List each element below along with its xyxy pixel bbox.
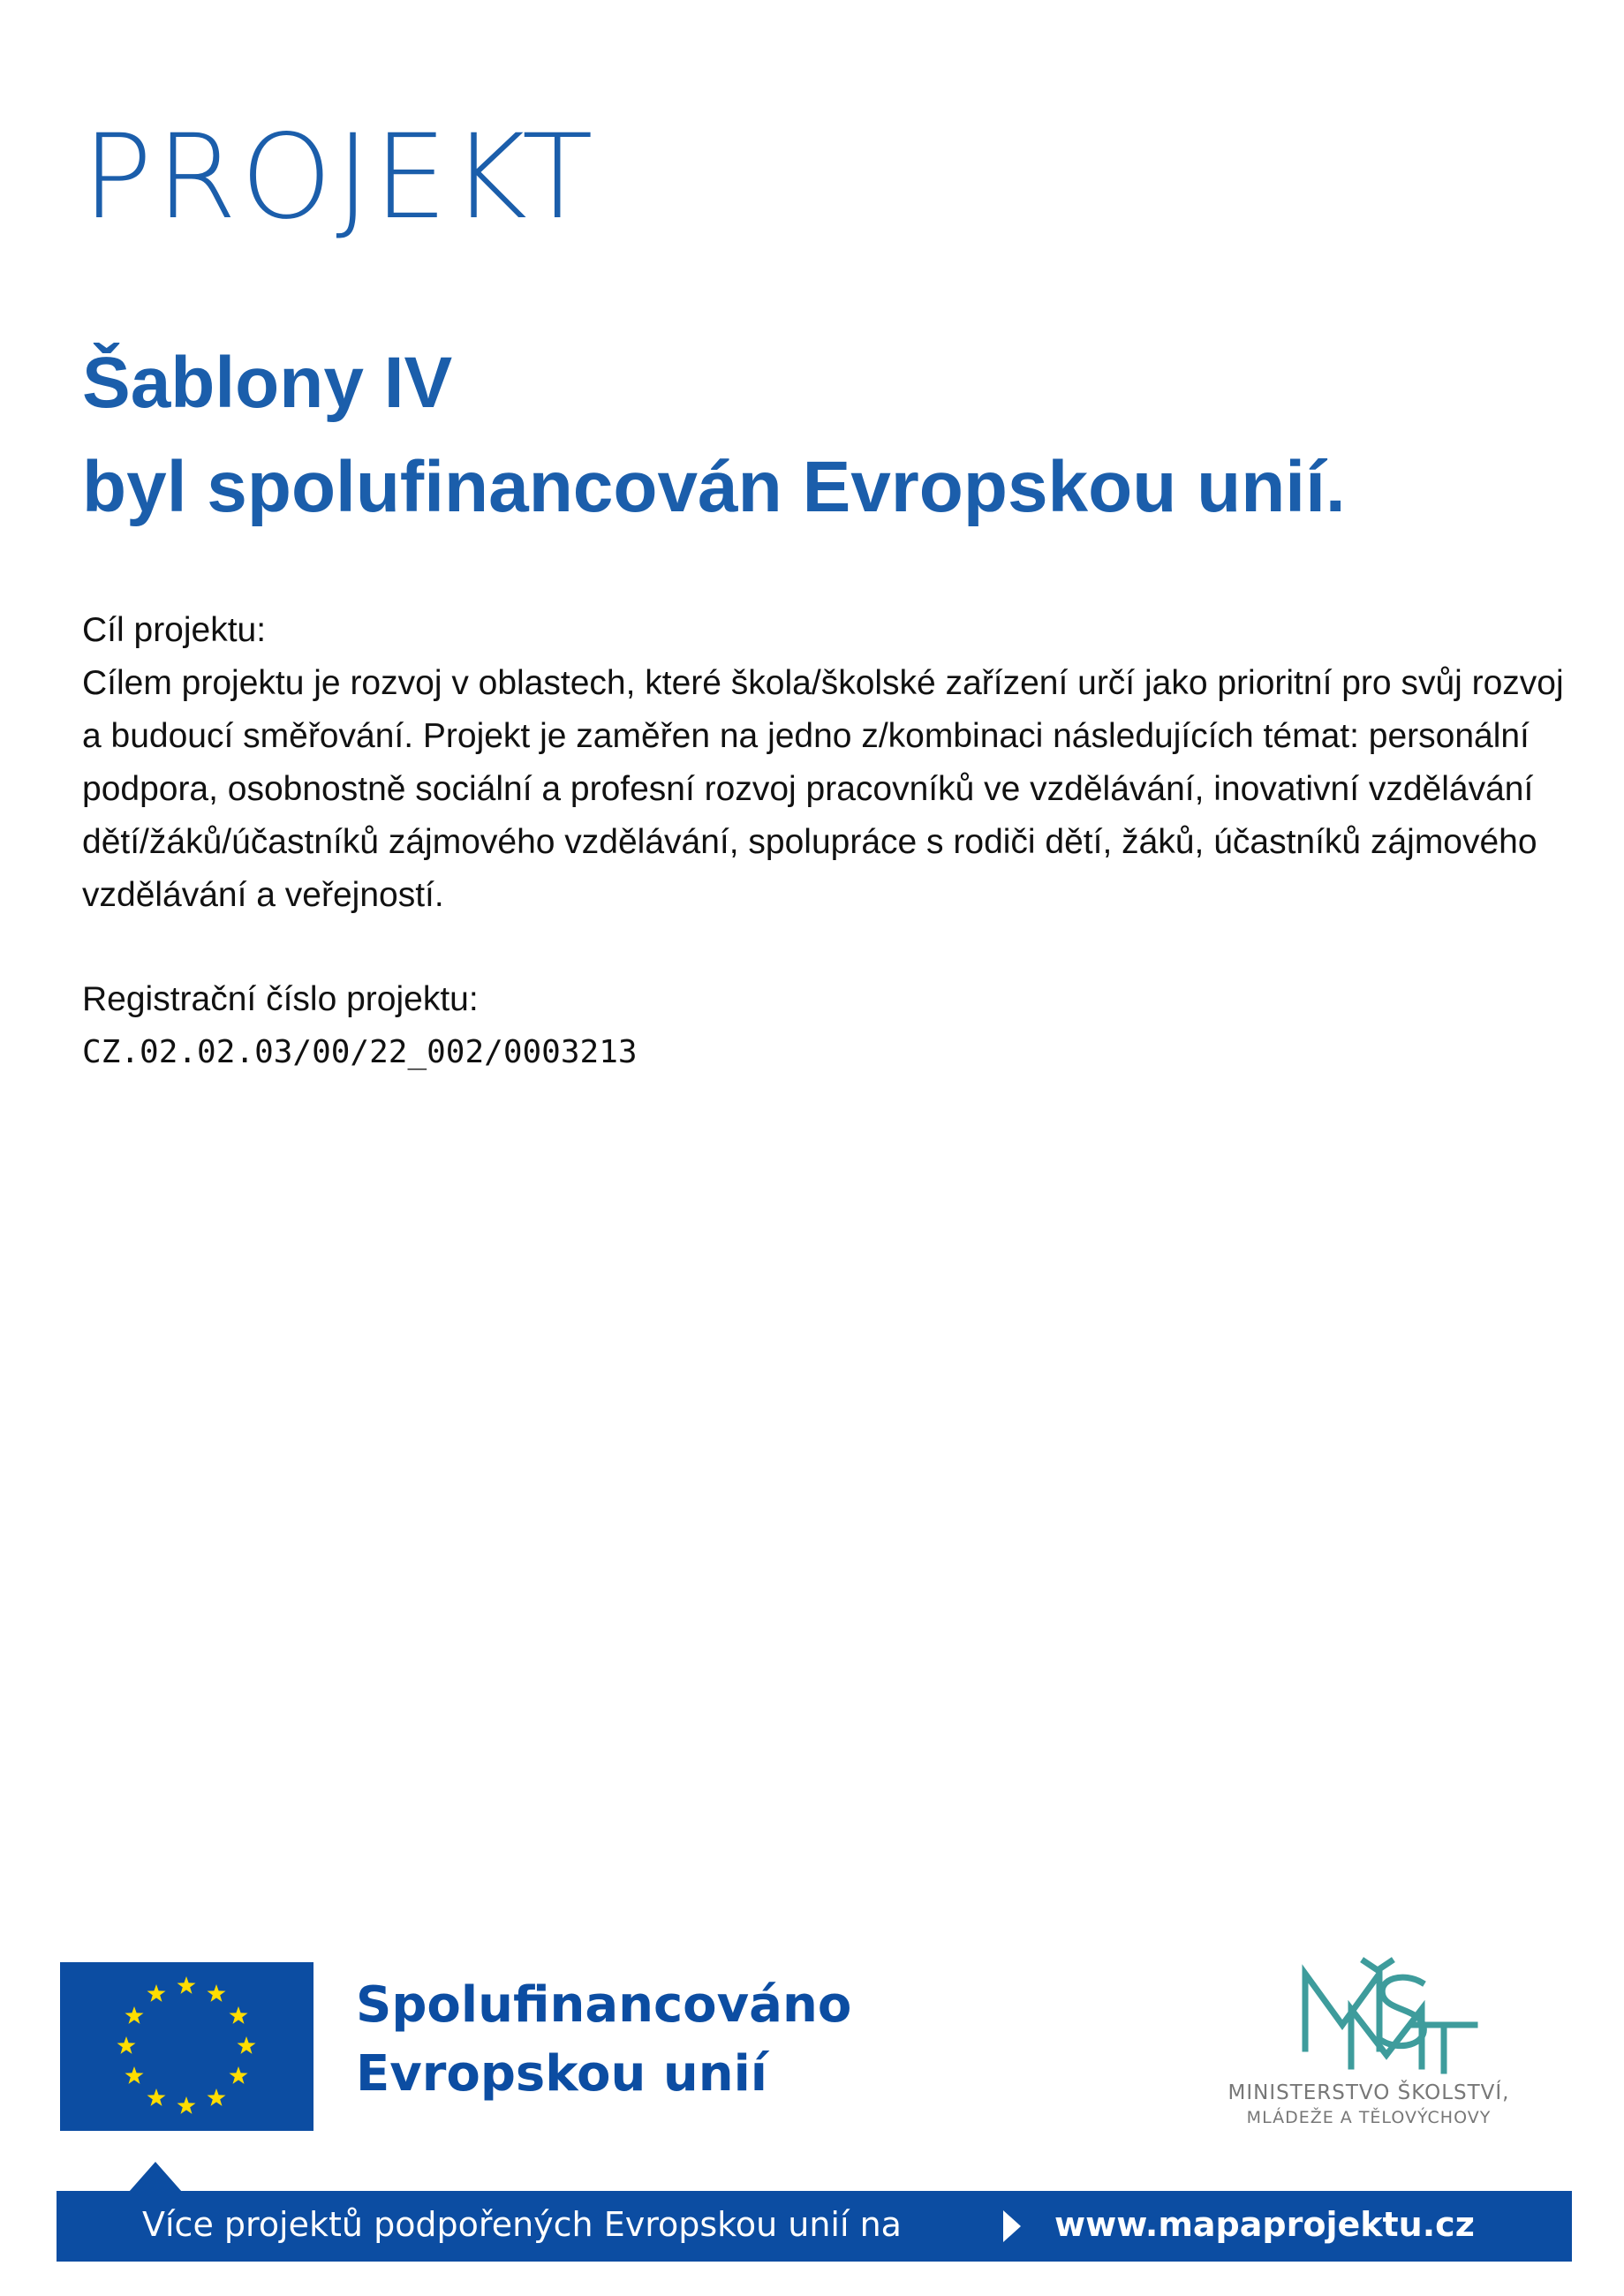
msmt-monogram-icon [1210, 1956, 1528, 2080]
project-subtitle [82, 331, 1346, 540]
subtitle-bold: Evropskou unií. [802, 447, 1346, 527]
banner-url-link[interactable]: www.mapaprojektu.cz [1054, 2205, 1475, 2244]
bottom-banner [57, 2191, 1572, 2262]
msmt-logo [1210, 1956, 1528, 2133]
page-heading: PROJEKT [82, 110, 597, 245]
project-description [82, 604, 1566, 1079]
goal-label: Cíl projektu: [82, 611, 267, 649]
eu-text-line2: Evropskou unií [356, 2045, 767, 2103]
goal-text: Cílem projektu je rozvoj v oblastech, které škola/školské zařízení určí jako prioritní pro svůj rozvoj a budoucí směřování. Projekt je zaměřen na jedno z/kombinaci následujících témat: personální podpora, osobnostně sociální a profesní rozvoj pracovníků ve vzdělávání, inovativní vzdělávání dětí/žáků/účastníků zájmového vzdělávání, spolupráce s rodiči dětí, žáků, účastníků zájmového vzdělávání a veřejností. [82, 664, 1564, 914]
eu-flag [60, 1962, 313, 2131]
project-name: Šablony IV [82, 343, 453, 423]
msmt-caption-line2: MLÁDEŽE A TĚLOVÝCHOVY [1246, 2108, 1492, 2127]
banner-text: Více projektů podpořených Evropskou unií na [142, 2205, 902, 2244]
registration-label: Registrační číslo projektu: [82, 980, 479, 1018]
arrow-right-icon [1000, 2207, 1024, 2246]
eu-stars-icon [60, 1962, 313, 2131]
banner-notch [129, 2162, 182, 2192]
eu-cofunded-text [356, 1971, 851, 2109]
registration-number: CZ.02.02.03/00/22_002/0003213 [82, 1034, 638, 1070]
msmt-caption-line1: MINISTERSTVO ŠKOLSTVÍ, [1227, 2081, 1510, 2104]
eu-text-line1: Spolufinancováno [356, 1976, 852, 2034]
subtitle-regular: byl spolufinancován [82, 447, 803, 527]
